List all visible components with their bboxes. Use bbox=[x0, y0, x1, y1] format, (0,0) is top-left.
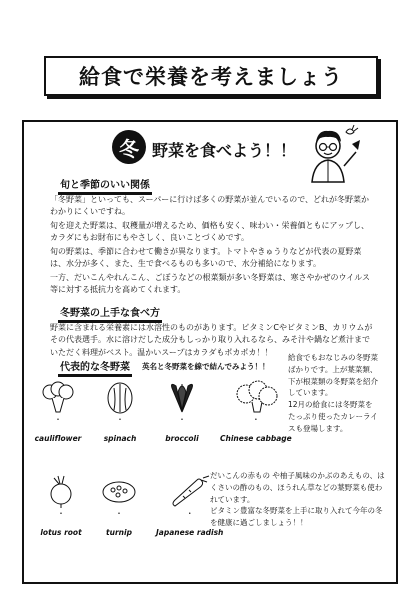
closing-commentary: だいこんの赤もの や柚子風味のかぶのあえもの、はくさいの酢のもの、ほうれん草などの葉野菜も使われています。 ビタミン豊富な冬野菜を上手に取り入れて今年の冬を健康に過ごしましょう！！ bbox=[210, 471, 385, 528]
teacher-illustration-icon bbox=[300, 122, 364, 186]
page-title: 給食で栄養を考えましょう bbox=[44, 56, 378, 96]
match-dot: ・ bbox=[115, 509, 123, 518]
vegetable-label: broccoli bbox=[165, 434, 199, 443]
lotus-root-icon bbox=[98, 474, 140, 508]
vegetable-label: turnip bbox=[106, 528, 132, 537]
vegetable-label: spinach bbox=[103, 434, 137, 443]
vegetable-label: Japanese radish bbox=[156, 528, 224, 537]
season-paragraph-4: 一方、だいこんやれんこん、ごぼうなどの根菜類が多い冬野菜は、寒さやかぜのウイルス等に対する抵抗力を高めてくれます。 bbox=[50, 273, 370, 295]
napa-cabbage-icon bbox=[96, 380, 144, 414]
spinach-icon bbox=[158, 380, 206, 414]
daikon-icon bbox=[165, 474, 215, 508]
leafy-vegetable-row bbox=[34, 380, 292, 443]
section-heading-eating: 冬野菜の上手な食べ方 bbox=[58, 304, 162, 323]
match-dot: ・ bbox=[116, 415, 124, 424]
broccoli-icon bbox=[228, 380, 284, 414]
eating-paragraph: 野菜に含まれる栄養素には水溶性のものがあります。ビタミンCやビタミンB、カリウムがその代表選手。水に溶けだした成分もしっかり取り入れるなら、みそ汁や鍋など煮汁までいただく料理がベスト。温かいスープはカラダもポカポカ！！ bbox=[50, 323, 373, 357]
turnip-icon bbox=[40, 474, 82, 508]
match-dot: ・ bbox=[185, 509, 194, 518]
vegetable-item bbox=[96, 380, 144, 443]
vegetable-item bbox=[220, 380, 292, 443]
vegetable-label: cauliflower bbox=[34, 434, 82, 443]
side-commentary: 給食でもおなじみの冬野菜ばかりです。上が葉菜類、下が根菜類の冬野菜を紹介しています。 12月の給食には冬野菜をたっぷり使ったカレーライスも登場します。 bbox=[288, 353, 378, 433]
winter-badge: 冬 bbox=[112, 130, 146, 164]
matching-instruction: 英名と冬野菜を線で結んでみよう！！ bbox=[142, 362, 270, 371]
section-heading-season: 旬と季節のいい関係 bbox=[58, 176, 152, 195]
match-dot: ・ bbox=[251, 415, 260, 424]
root-vegetable-row bbox=[40, 474, 223, 537]
cauliflower-icon bbox=[34, 380, 82, 414]
section-heading-vegetables: 代表的な冬野菜 bbox=[58, 358, 132, 377]
season-paragraph-2: 旬を迎えた野菜は、収穫量が増えるため、価格も安く、味わい・栄養価ともにアップし、カラダにもお財布にもやさしく、良いことづくめです。 bbox=[50, 221, 369, 243]
season-paragraph-3: 旬の野菜は、季節に合わせて働きが異なります。トマトやきゅうりなどが代表の夏野菜は、水分が多く、また、生で食べるものも多いので、水分補給になります。 bbox=[50, 247, 362, 269]
vegetable-label: Chinese cabbage bbox=[220, 434, 292, 443]
season-paragraph-1: 「冬野菜」といっても、スーパーに行けば多くの野菜が並んでいるので、どれが冬野菜かわかりにくいですね。 bbox=[50, 195, 370, 217]
headline: 野菜を食べよう！！ bbox=[152, 141, 297, 160]
match-dot: ・ bbox=[178, 415, 186, 424]
match-dot: ・ bbox=[57, 509, 65, 518]
vegetable-label: lotus root bbox=[40, 528, 82, 537]
vegetable-item bbox=[98, 474, 140, 537]
vegetable-item bbox=[158, 380, 206, 443]
vegetable-item bbox=[40, 474, 82, 537]
match-dot: ・ bbox=[54, 415, 62, 424]
vegetable-item bbox=[34, 380, 82, 443]
